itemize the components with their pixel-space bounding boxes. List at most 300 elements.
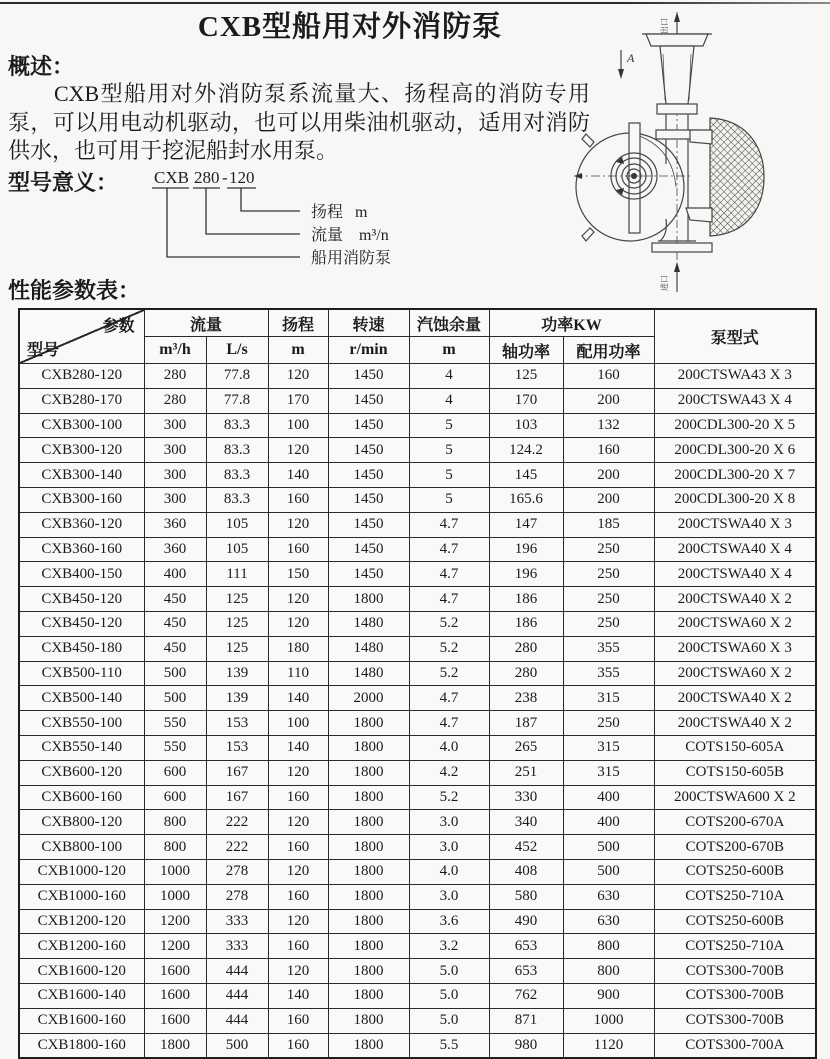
head-cell: 120 <box>268 760 328 785</box>
head-cell: 120 <box>268 959 328 984</box>
flow-m3h-cell: 450 <box>144 611 206 636</box>
head-cell: 100 <box>268 711 328 736</box>
npsh-cell: 4 <box>409 364 489 389</box>
flow-m3h-cell: 400 <box>144 562 206 587</box>
flow-m3h-cell: 550 <box>144 711 206 736</box>
speed-cell: 1450 <box>328 438 409 463</box>
label-flow: 流量 <box>311 227 344 244</box>
speed-cell: 1450 <box>328 562 409 587</box>
speed-cell: 1450 <box>328 413 409 438</box>
pump-drawing <box>572 4 830 296</box>
rated-power-cell: 315 <box>563 760 654 785</box>
head-cell: 140 <box>268 983 328 1008</box>
head-cell: 160 <box>268 884 328 909</box>
npsh-cell: 5 <box>409 487 489 512</box>
flow-ls-cell: 77.8 <box>206 388 268 413</box>
header-flow-group: 流量 <box>144 309 268 337</box>
shaft-power-cell: 265 <box>489 735 563 760</box>
shaft-power-cell: 170 <box>489 388 563 413</box>
flow-ls-cell: 333 <box>206 909 268 934</box>
pump-type-cell: COTS250-600B <box>654 859 816 884</box>
model-cell: CXB280-120 <box>19 364 144 389</box>
speed-cell: 1450 <box>328 487 409 512</box>
flow-ls-cell: 222 <box>206 835 268 860</box>
flow-ls-cell: 125 <box>206 611 268 636</box>
model-cell: CXB500-110 <box>19 661 144 686</box>
table-row <box>19 487 816 512</box>
rated-power-cell: 315 <box>563 735 654 760</box>
pump-type-cell: COTS300-700B <box>654 983 816 1008</box>
head-cell: 110 <box>268 661 328 686</box>
head-cell: 120 <box>268 611 328 636</box>
table-row <box>19 735 816 760</box>
table-row <box>19 810 816 835</box>
speed-cell: 1450 <box>328 512 409 537</box>
pump-type-cell: 200CTSWA43 X 3 <box>654 364 816 389</box>
model-cell: CXB600-120 <box>19 760 144 785</box>
rated-power-cell: 250 <box>563 537 654 562</box>
npsh-cell: 4.0 <box>409 735 489 760</box>
flow-ls-cell: 139 <box>206 686 268 711</box>
table-row <box>19 835 816 860</box>
shaft-power-cell: 580 <box>489 884 563 909</box>
flow-ls-cell: 105 <box>206 537 268 562</box>
shaft-power-cell: 125 <box>489 364 563 389</box>
model-code-head: 120 <box>229 168 255 187</box>
speed-cell: 1450 <box>328 364 409 389</box>
rated-power-cell: 900 <box>563 983 654 1008</box>
model-cell: CXB1200-120 <box>19 909 144 934</box>
model-cell: CXB1200-160 <box>19 934 144 959</box>
header-power-group: 功率KW <box>489 309 654 337</box>
shaft-power-cell: 653 <box>489 934 563 959</box>
speed-cell: 1800 <box>328 884 409 909</box>
model-cell: CXB280-170 <box>19 388 144 413</box>
head-cell: 100 <box>268 413 328 438</box>
overview-heading: 概述： <box>8 54 75 79</box>
model-cell: CXB1600-140 <box>19 983 144 1008</box>
shaft-power-cell: 762 <box>489 983 563 1008</box>
shaft-power-cell: 330 <box>489 785 563 810</box>
flow-ls-cell: 77.8 <box>206 364 268 389</box>
npsh-cell: 3.2 <box>409 934 489 959</box>
model-cell: CXB1600-160 <box>19 1008 144 1033</box>
pump-type-cell: 200CTSWA40 X 4 <box>654 537 816 562</box>
npsh-cell: 5 <box>409 463 489 488</box>
flow-ls-cell: 167 <box>206 785 268 810</box>
header-rated-power: 配用功率 <box>563 337 654 364</box>
model-cell: CXB450-120 <box>19 611 144 636</box>
model-cell: CXB1000-120 <box>19 859 144 884</box>
header-head-unit: m <box>268 337 328 364</box>
header-model-param <box>19 309 144 364</box>
header-row-1 <box>19 309 816 337</box>
npsh-cell: 4.7 <box>409 512 489 537</box>
head-cell: 120 <box>268 512 328 537</box>
model-cell: CXB400-150 <box>19 562 144 587</box>
shaft-power-cell: 147 <box>489 512 563 537</box>
label-flow-unit: m³/n <box>359 227 389 244</box>
speed-cell: 1800 <box>328 959 409 984</box>
shaft-power-cell: 340 <box>489 810 563 835</box>
pump-type-cell: 200CTSWA40 X 4 <box>654 562 816 587</box>
model-cell: CXB360-120 <box>19 512 144 537</box>
head-cell: 140 <box>268 735 328 760</box>
table-row <box>19 636 816 661</box>
head-cell: 160 <box>268 835 328 860</box>
speed-cell: 1800 <box>328 810 409 835</box>
flow-m3h-cell: 800 <box>144 835 206 860</box>
model-cell: CXB360-160 <box>19 537 144 562</box>
flow-ls-cell: 500 <box>206 1033 268 1058</box>
header-npsh-unit: m <box>409 337 489 364</box>
head-cell: 170 <box>268 388 328 413</box>
model-cell: CXB600-160 <box>19 785 144 810</box>
model-cell: CXB300-140 <box>19 463 144 488</box>
table-row <box>19 463 816 488</box>
npsh-cell: 4.2 <box>409 760 489 785</box>
npsh-cell: 3.0 <box>409 835 489 860</box>
npsh-cell: 3.0 <box>409 810 489 835</box>
header-speed: 转速 <box>328 309 409 337</box>
npsh-cell: 4.7 <box>409 686 489 711</box>
speed-cell: 1800 <box>328 983 409 1008</box>
rated-power-cell: 630 <box>563 884 654 909</box>
pump-type-cell: 200CTSWA60 X 3 <box>654 636 816 661</box>
speed-cell: 2000 <box>328 686 409 711</box>
npsh-cell: 5.5 <box>409 1033 489 1058</box>
flow-ls-cell: 139 <box>206 661 268 686</box>
rated-power-cell: 400 <box>563 785 654 810</box>
shaft-power-cell: 408 <box>489 859 563 884</box>
pump-type-cell: 200CTSWA40 X 2 <box>654 587 816 612</box>
speed-cell: 1480 <box>328 611 409 636</box>
table-row <box>19 711 816 736</box>
flow-ls-cell: 278 <box>206 884 268 909</box>
shaft-power-cell: 251 <box>489 760 563 785</box>
rated-power-cell: 200 <box>563 487 654 512</box>
shaft-power-cell: 653 <box>489 959 563 984</box>
performance-table <box>18 308 817 1059</box>
rated-power-cell: 160 <box>563 438 654 463</box>
npsh-cell: 5.2 <box>409 785 489 810</box>
npsh-cell: 5 <box>409 413 489 438</box>
flow-ls-cell: 167 <box>206 760 268 785</box>
rated-power-cell: 132 <box>563 413 654 438</box>
rated-power-cell: 630 <box>563 909 654 934</box>
rated-power-cell: 250 <box>563 562 654 587</box>
flow-ls-cell: 444 <box>206 959 268 984</box>
npsh-cell: 5.2 <box>409 661 489 686</box>
pump-type-cell: COTS300-700B <box>654 1008 816 1033</box>
flow-m3h-cell: 360 <box>144 537 206 562</box>
table-row <box>19 562 816 587</box>
speed-cell: 1800 <box>328 711 409 736</box>
rated-power-cell: 1120 <box>563 1033 654 1058</box>
table-row <box>19 959 816 984</box>
flow-ls-cell: 153 <box>206 735 268 760</box>
rated-power-cell: 400 <box>563 810 654 835</box>
rated-power-cell: 355 <box>563 636 654 661</box>
pump-type-cell: 200CDL300-20 X 7 <box>654 463 816 488</box>
table-row <box>19 909 816 934</box>
head-cell: 160 <box>268 1008 328 1033</box>
shaft-power-cell: 238 <box>489 686 563 711</box>
shaft-power-cell: 980 <box>489 1033 563 1058</box>
head-cell: 160 <box>268 785 328 810</box>
table-row <box>19 884 816 909</box>
flow-ls-cell: 444 <box>206 983 268 1008</box>
flow-m3h-cell: 360 <box>144 512 206 537</box>
flow-m3h-cell: 300 <box>144 413 206 438</box>
pump-type-cell: COTS150-605A <box>654 735 816 760</box>
speed-cell: 1800 <box>328 785 409 810</box>
flow-m3h-cell: 450 <box>144 587 206 612</box>
flow-m3h-cell: 1600 <box>144 983 206 1008</box>
speed-cell: 1800 <box>328 1033 409 1058</box>
rated-power-cell: 1000 <box>563 1008 654 1033</box>
model-code-flow: 280 <box>194 168 220 187</box>
model-code-prefix: CXB <box>154 168 189 187</box>
head-cell: 140 <box>268 686 328 711</box>
header-pump-type: 泵型式 <box>654 309 816 364</box>
rated-power-cell: 250 <box>563 711 654 736</box>
table-row <box>19 1008 816 1033</box>
pump-type-cell: COTS250-710A <box>654 884 816 909</box>
pump-type-cell: COTS300-700A <box>654 1033 816 1058</box>
npsh-cell: 4.7 <box>409 537 489 562</box>
pump-type-cell: 200CTSWA60 X 2 <box>654 661 816 686</box>
shaft-power-cell: 186 <box>489 587 563 612</box>
flow-ls-cell: 105 <box>206 512 268 537</box>
rated-power-cell: 500 <box>563 859 654 884</box>
table-row <box>19 785 816 810</box>
table-row <box>19 512 816 537</box>
header-param-label: 参数 <box>102 318 135 335</box>
table-row <box>19 587 816 612</box>
pump-type-cell: 200CTSWA40 X 2 <box>654 711 816 736</box>
speed-cell: 1800 <box>328 909 409 934</box>
rated-power-cell: 185 <box>563 512 654 537</box>
flow-ls-cell: 83.3 <box>206 413 268 438</box>
npsh-cell: 3.0 <box>409 884 489 909</box>
flow-ls-cell: 333 <box>206 934 268 959</box>
npsh-cell: 5.0 <box>409 1008 489 1033</box>
shaft-power-cell: 145 <box>489 463 563 488</box>
flow-m3h-cell: 280 <box>144 364 206 389</box>
header-model-label: 型号 <box>27 342 60 359</box>
flow-ls-cell: 125 <box>206 587 268 612</box>
flow-m3h-cell: 1200 <box>144 934 206 959</box>
header-shaft-power: 轴功率 <box>489 337 563 364</box>
outlet-label: 出口 <box>660 18 669 34</box>
shaft-power-cell: 196 <box>489 537 563 562</box>
shaft-power-cell: 187 <box>489 711 563 736</box>
flow-m3h-cell: 600 <box>144 760 206 785</box>
model-cell: CXB800-100 <box>19 835 144 860</box>
model-designation-diagram <box>140 163 570 275</box>
flow-ls-cell: 83.3 <box>206 463 268 488</box>
model-cell: CXB500-140 <box>19 686 144 711</box>
model-meaning-heading: 型号意义： <box>8 170 119 195</box>
head-cell: 160 <box>268 934 328 959</box>
rated-power-cell: 800 <box>563 959 654 984</box>
model-cell: CXB300-120 <box>19 438 144 463</box>
table-row <box>19 388 816 413</box>
pump-type-cell: COTS200-670A <box>654 810 816 835</box>
pump-type-cell: 200CTSWA60 X 2 <box>654 611 816 636</box>
inlet-arrow-icon <box>674 262 680 272</box>
rated-power-cell: 800 <box>563 934 654 959</box>
speed-cell: 1480 <box>328 661 409 686</box>
label-type: 船用消防泵 <box>311 250 392 267</box>
flow-m3h-cell: 300 <box>144 438 206 463</box>
shaft-power-cell: 490 <box>489 909 563 934</box>
flow-m3h-cell: 300 <box>144 487 206 512</box>
flow-m3h-cell: 500 <box>144 686 206 711</box>
header-flow-ls: L/s <box>206 337 268 364</box>
model-cell: CXB800-120 <box>19 810 144 835</box>
model-cell: CXB450-120 <box>19 587 144 612</box>
inlet-label: 进口 <box>660 275 669 291</box>
rated-power-cell: 500 <box>563 835 654 860</box>
rated-power-cell: 250 <box>563 611 654 636</box>
head-cell: 120 <box>268 438 328 463</box>
outlet-arrow-icon <box>674 12 680 22</box>
flow-m3h-cell: 1600 <box>144 1008 206 1033</box>
head-cell: 150 <box>268 562 328 587</box>
head-cell: 120 <box>268 859 328 884</box>
speed-cell: 1450 <box>328 463 409 488</box>
speed-cell: 1450 <box>328 537 409 562</box>
pump-type-cell: 200CDL300-20 X 5 <box>654 413 816 438</box>
npsh-cell: 5.0 <box>409 983 489 1008</box>
pump-type-cell: 200CTSWA43 X 4 <box>654 388 816 413</box>
flow-ls-cell: 83.3 <box>206 438 268 463</box>
shaft-power-cell: 280 <box>489 636 563 661</box>
pump-type-cell: COTS250-710A <box>654 934 816 959</box>
model-code-sep: - <box>222 168 228 187</box>
npsh-cell: 3.6 <box>409 909 489 934</box>
flow-ls-cell: 125 <box>206 636 268 661</box>
head-cell: 180 <box>268 636 328 661</box>
shaft-power-cell: 871 <box>489 1008 563 1033</box>
model-cell: CXB300-100 <box>19 413 144 438</box>
speed-cell: 1800 <box>328 934 409 959</box>
performance-table-heading: 性能参数表： <box>8 278 141 303</box>
rated-power-cell: 250 <box>563 587 654 612</box>
model-cell: CXB1800-160 <box>19 1033 144 1058</box>
speed-cell: 1800 <box>328 859 409 884</box>
pump-type-cell: 200CDL300-20 X 6 <box>654 438 816 463</box>
flow-m3h-cell: 1200 <box>144 909 206 934</box>
head-cell: 120 <box>268 587 328 612</box>
speed-cell: 1800 <box>328 835 409 860</box>
shaft-power-cell: 103 <box>489 413 563 438</box>
npsh-cell: 4.7 <box>409 562 489 587</box>
head-cell: 160 <box>268 487 328 512</box>
speed-cell: 1450 <box>328 388 409 413</box>
rated-power-cell: 315 <box>563 686 654 711</box>
flow-ls-cell: 111 <box>206 562 268 587</box>
head-cell: 140 <box>268 463 328 488</box>
speed-cell: 1800 <box>328 1008 409 1033</box>
npsh-cell: 4 <box>409 388 489 413</box>
table-row <box>19 438 816 463</box>
table-row <box>19 661 816 686</box>
flow-m3h-cell: 1800 <box>144 1033 206 1058</box>
pump-type-cell: COTS300-700B <box>654 959 816 984</box>
flow-m3h-cell: 450 <box>144 636 206 661</box>
rated-power-cell: 200 <box>563 388 654 413</box>
flow-ls-cell: 278 <box>206 859 268 884</box>
pump-type-cell: 200CTSWA40 X 2 <box>654 686 816 711</box>
view-arrow-label: A <box>627 51 635 65</box>
head-cell: 120 <box>268 909 328 934</box>
table-row <box>19 364 816 389</box>
header-flow-m3h: m³/h <box>144 337 206 364</box>
flow-m3h-cell: 1000 <box>144 884 206 909</box>
flow-ls-cell: 444 <box>206 1008 268 1033</box>
table-row <box>19 611 816 636</box>
model-cell: CXB1600-120 <box>19 959 144 984</box>
npsh-cell: 5 <box>409 438 489 463</box>
rated-power-cell: 355 <box>563 661 654 686</box>
flow-m3h-cell: 1000 <box>144 859 206 884</box>
flow-m3h-cell: 800 <box>144 810 206 835</box>
npsh-cell: 4.7 <box>409 711 489 736</box>
flow-m3h-cell: 300 <box>144 463 206 488</box>
table-row <box>19 934 816 959</box>
flow-m3h-cell: 600 <box>144 785 206 810</box>
flow-m3h-cell: 280 <box>144 388 206 413</box>
header-speed-unit: r/min <box>328 337 409 364</box>
table-row <box>19 1033 816 1058</box>
shaft-power-cell: 196 <box>489 562 563 587</box>
npsh-cell: 4.7 <box>409 587 489 612</box>
page-title: CXB型船用对外消防泵 <box>197 11 503 43</box>
pump-type-cell: 200CTSWA600 X 2 <box>654 785 816 810</box>
npsh-cell: 5.2 <box>409 611 489 636</box>
flow-ls-cell: 222 <box>206 810 268 835</box>
label-head: 扬程 <box>311 204 344 221</box>
table-row <box>19 983 816 1008</box>
table-row <box>19 537 816 562</box>
pump-type-cell: COTS150-605B <box>654 760 816 785</box>
pump-type-cell: 200CTSWA40 X 3 <box>654 512 816 537</box>
model-cell: CXB300-160 <box>19 487 144 512</box>
flow-m3h-cell: 550 <box>144 735 206 760</box>
model-cell: CXB550-140 <box>19 735 144 760</box>
npsh-cell: 4.0 <box>409 859 489 884</box>
flow-m3h-cell: 500 <box>144 661 206 686</box>
table-body <box>19 364 816 1059</box>
head-cell: 120 <box>268 810 328 835</box>
head-cell: 160 <box>268 537 328 562</box>
table-row <box>19 686 816 711</box>
rated-power-cell: 160 <box>563 364 654 389</box>
table-row <box>19 413 816 438</box>
flow-ls-cell: 83.3 <box>206 487 268 512</box>
shaft-power-cell: 452 <box>489 835 563 860</box>
flow-m3h-cell: 1600 <box>144 959 206 984</box>
model-cell: CXB450-180 <box>19 636 144 661</box>
table-row <box>19 760 816 785</box>
shaft-power-cell: 124.2 <box>489 438 563 463</box>
speed-cell: 1800 <box>328 735 409 760</box>
header-npsh: 汽蚀余量 <box>409 309 489 337</box>
speed-cell: 1800 <box>328 587 409 612</box>
